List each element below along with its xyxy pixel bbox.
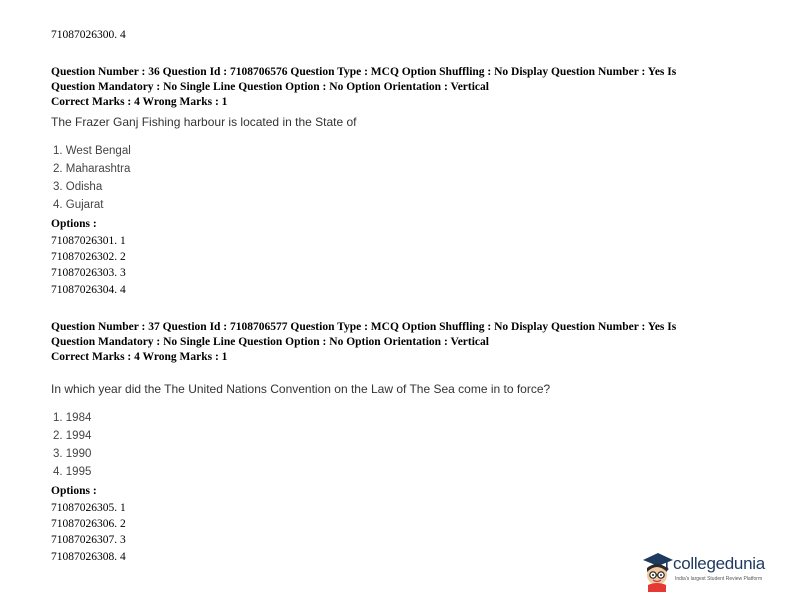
question-marks: Correct Marks : 4 Wrong Marks : 1 [51,351,228,363]
collegedunia-logo [641,548,781,594]
question-meta-line1: Question Number : 37 Question Id : 7108706577 Question Type : MCQ Option Shuffling : No Display Question Number : Yes Is [51,321,677,333]
logo-wordmark: collegedunia [673,554,765,573]
options-label: Options : [51,218,97,230]
option-id: 71087026304. 4 [51,284,126,296]
choice-item: 3. 1990 [53,448,92,460]
question-marks: Correct Marks : 4 Wrong Marks : 1 [51,96,228,108]
option-id: 71087026301. 1 [51,235,126,247]
option-id: 71087026303. 3 [51,267,126,279]
question-meta-line2: Question Mandatory : No Single Line Question Option : No Option Orientation : Vertical [51,81,489,93]
option-id: 71087026305. 1 [51,502,126,514]
option-id: 71087026302. 2 [51,251,126,263]
question-meta-line2: Question Mandatory : No Single Line Question Option : No Option Orientation : Vertical [51,336,489,348]
option-id: 71087026308. 4 [51,551,126,563]
question-text: The Frazer Ganj Fishing harbour is located in the State of [51,115,357,129]
logo-tagline: India's largest Student Review Platform [675,576,763,582]
mascot-icon [641,550,675,592]
choice-item: 1. 1984 [53,412,92,424]
prev-option-id: 71087026300. 4 [51,29,126,41]
choice-item: 1. West Bengal [53,145,131,157]
choice-item: 2. Maharashtra [53,163,131,175]
choice-item: 3. Odisha [53,181,103,193]
choice-item: 2. 1994 [53,430,92,442]
question-meta-line1: Question Number : 36 Question Id : 7108706576 Question Type : MCQ Option Shuffling : No Display Question Number : Yes Is [51,66,677,78]
choice-item: 4. 1995 [53,466,92,478]
option-id: 71087026306. 2 [51,518,126,530]
question-text: In which year did the The United Nations Convention on the Law of The Sea come in to force? [51,382,551,396]
choice-item: 4. Gujarat [53,199,104,211]
option-id: 71087026307. 3 [51,534,126,546]
options-label: Options : [51,485,97,497]
